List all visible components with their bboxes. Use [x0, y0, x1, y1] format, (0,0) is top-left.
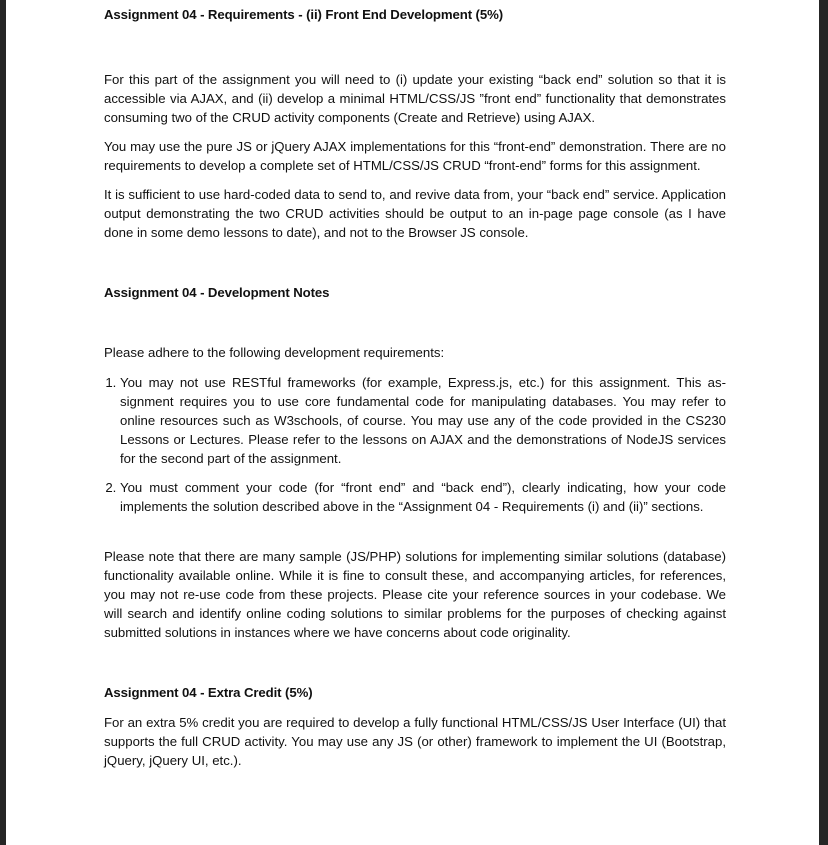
paragraph-ajax-options: You may use the pure JS or jQuery AJAX implementations for this “front-end” demonstration. There are no requirements to develop a complete set of HTML/CSS/JS CRUD “front-end” forms for this assignment.: [104, 139, 726, 173]
requirements-list: [104, 373, 726, 516]
section-heading-extra-credit: Assignment 04 - Extra Credit (5%): [104, 685, 313, 700]
paragraph-front-end-intro: For this part of the assignment you will need to (i) update your existing “back end” solution so that it is accessible via AJAX, and (ii) develop a minimal HTML/CSS/JS ”front end” functionality that demonstrates consuming two of the CRUD activity components (Create and Retrieve) using AJAX.: [104, 72, 726, 125]
section-heading-development-notes: Assignment 04 - Development Notes: [104, 285, 330, 300]
document-content: [104, 0, 726, 770]
document-page: [6, 0, 819, 845]
paragraph-hard-coded-data: It is sufficient to use hard-coded data to send to, and revive data from, your “back end” service. Application output demonstrating the two CRUD activities should be output to an in-page page console (as I have done in some demo lessons to date), and not to the Browser JS console.: [104, 187, 726, 240]
paragraph-extra-credit: For an extra 5% credit you are required to develop a fully functional HTML/CSS/JS User Interface (UI) that supports the full CRUD activity. You may use any JS (or other) framework to implement the UI (Bootstrap, jQuery, jQuery UI, etc.).: [104, 715, 726, 768]
paragraph-sample-solutions-note: Please note that there are many sample (JS/PHP) solutions for implementing similar solutions (database) functionality available online. While it is fine to consult these, and accompanying articles, for references, you may not re-use code from these projects. Please cite your reference sources in your codebase. We will search and identify online coding solutions to similar problems for the purposes of checking against submitted solutions in instances where we have concerns about code originality.: [104, 549, 726, 640]
paragraph-adhere-intro: Please adhere to the following development requirements:: [104, 345, 445, 360]
list-item: 2. You must comment your code (for “front end” and “back end”), clearly indicating, how your code implements the solution described above in the “Assignment 04 - Requirements (i) and (ii)” sections.: [120, 478, 726, 516]
section-heading-front-end: Assignment 04 - Requirements - (ii) Front End Development (5%): [104, 7, 504, 22]
list-item: 1. You may not use RESTful frameworks (for example, Express.js, etc.) for this assignment. This assignment requires you to use core fundamental code for manipulating databases. You may refer to online resources such as W3schools, of course. You may use any of the code provided in the CS230 Lessons or Lectures. Please refer to the lessons on AJAX and the demonstrations of NodeJS services for the second part of the assignment.: [120, 373, 726, 468]
